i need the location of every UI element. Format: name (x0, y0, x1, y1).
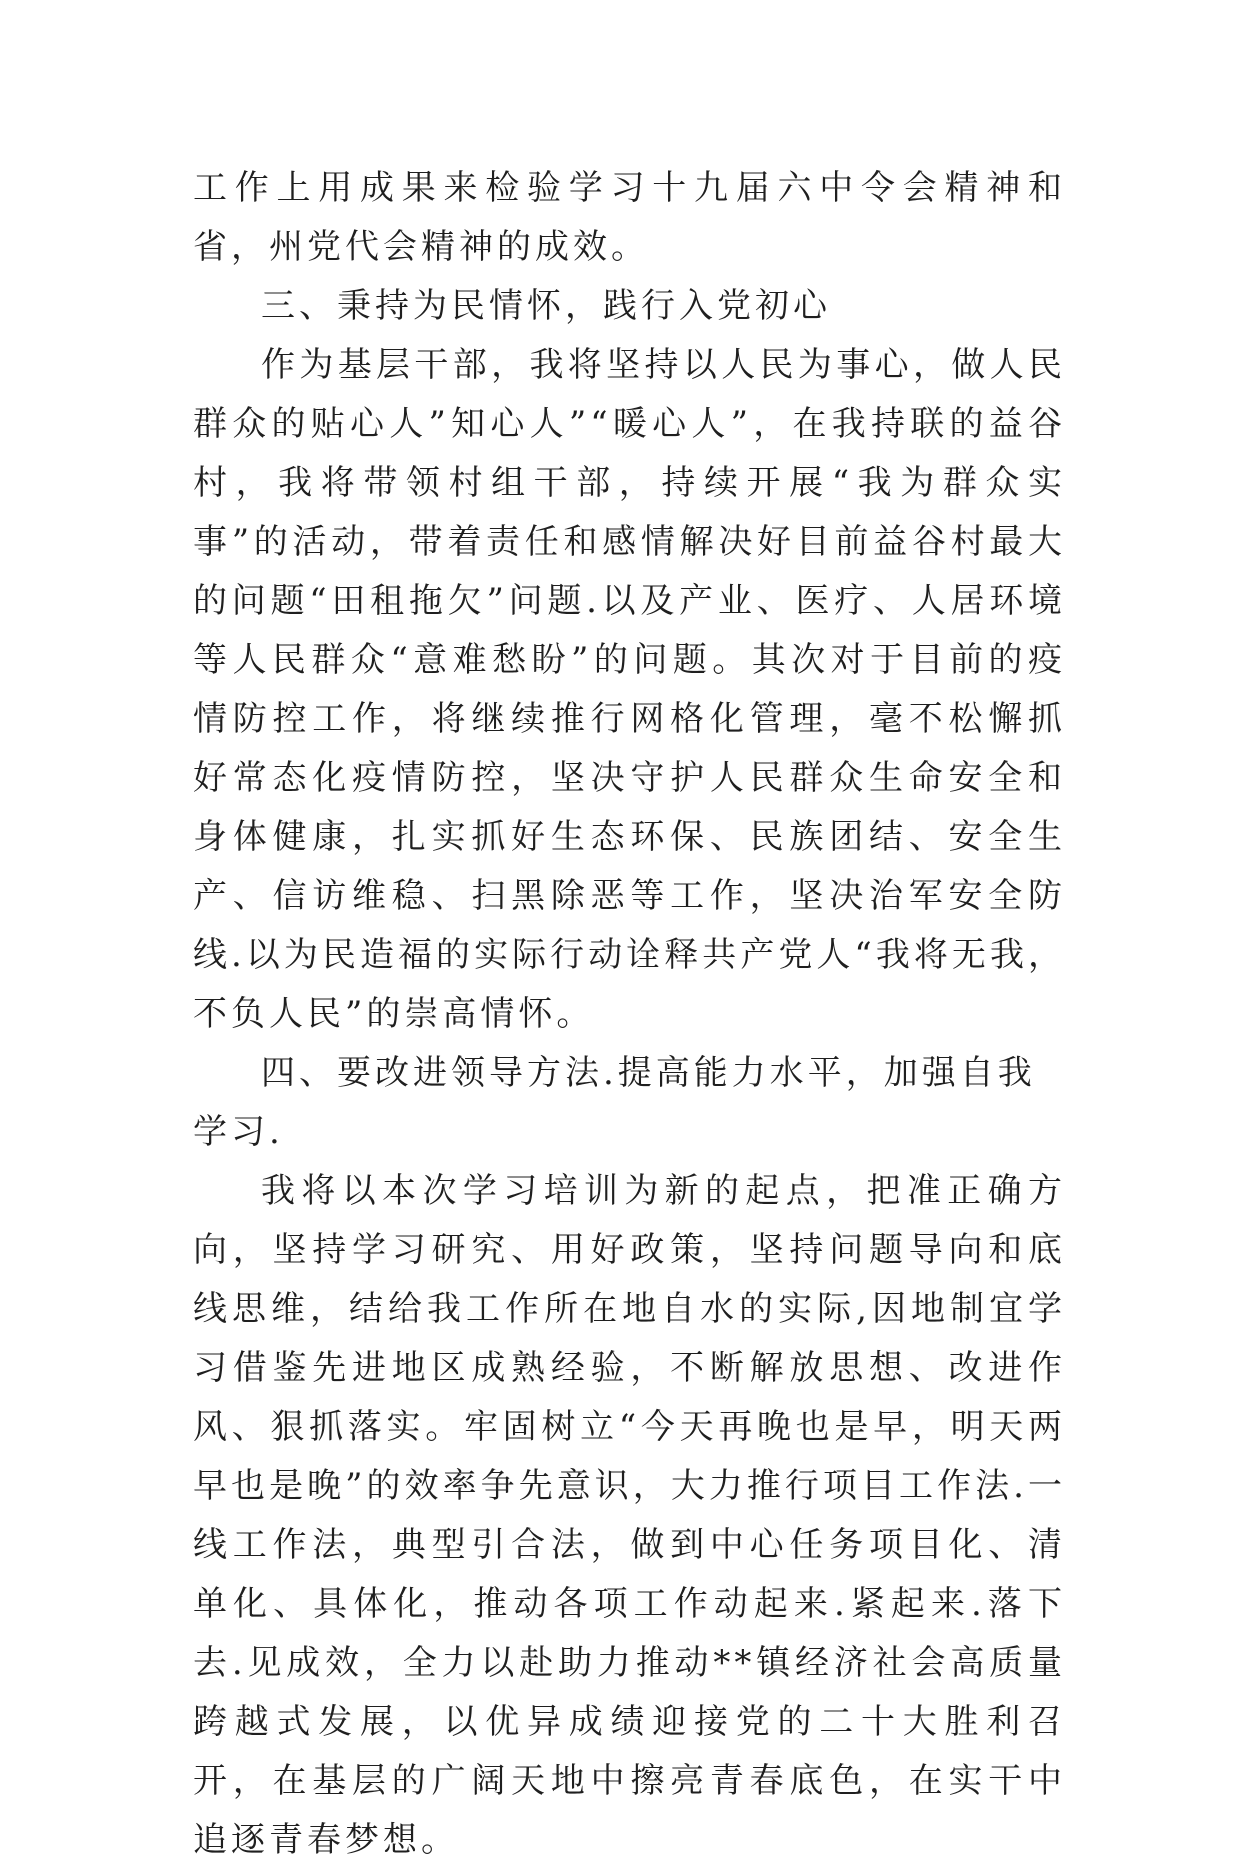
section-heading-three: 三、秉持为民情怀，践行入党初心 (261, 286, 831, 326)
paragraph-study-training: 我将以本次学习培训为新的起点，把准正确方向，坚持学习研究、用好政策，坚持问题导向和底线思维，结给我工作所在地自水的实际,因地制宜学习借鉴先进地区成熟经验，不断解放思想、改进作风、狠抓落实。牢固树立“今天再晚也是早，明天两早也是晚”的效率争先意识，大力推行项目工作法.一线工作法，典型引合法，做到中心任务项目化、清单化、具体化，推动各项工作动起来.紧起来.落下去.见成效，全力以赴助力推动**镇经济社会高质量跨越式发展，以优异成绩迎接党的二十大胜利召开，在基层的广阔天地中擦亮青春底色，在实干中追逐青春梦想。 (193, 1171, 1066, 1860)
document-body (193, 159, 1066, 1870)
section-heading-four: 四、要改进领导方法.提高能力水平，加强自我学习. (193, 1053, 1036, 1152)
paragraph-grassroots-cadre: 作为基层干部，我将坚持以人民为事心，做人民群众的贴心人”知心人”“暖心人”，在我持联的益谷村，我将带领村组干部，持续开展“我为群众实事”的活动，带着责任和感情解决好目前益谷村最大的问题“田租拖欠”问题.以及产业、医疗、人居环境等人民群众“意难愁盼”的问题。其次对于目前的疫情防控工作，将继续推行网格化管理，毫不松懈抓好常态化疫情防控，坚决守护人民群众生命安全和身体健康，扎实抓好生态环保、民族团结、安全生产、信访维稳、扫黑除恶等工作，坚决治军安全防线.以为民造福的实际行动诠释共产党人“我将无我，不负人民”的崇高情怀。 (193, 345, 1066, 1034)
paragraph-continuation: 工作上用成果来检验学习十九届六中令会精神和省，州党代会精神的成效。 (193, 168, 1066, 267)
